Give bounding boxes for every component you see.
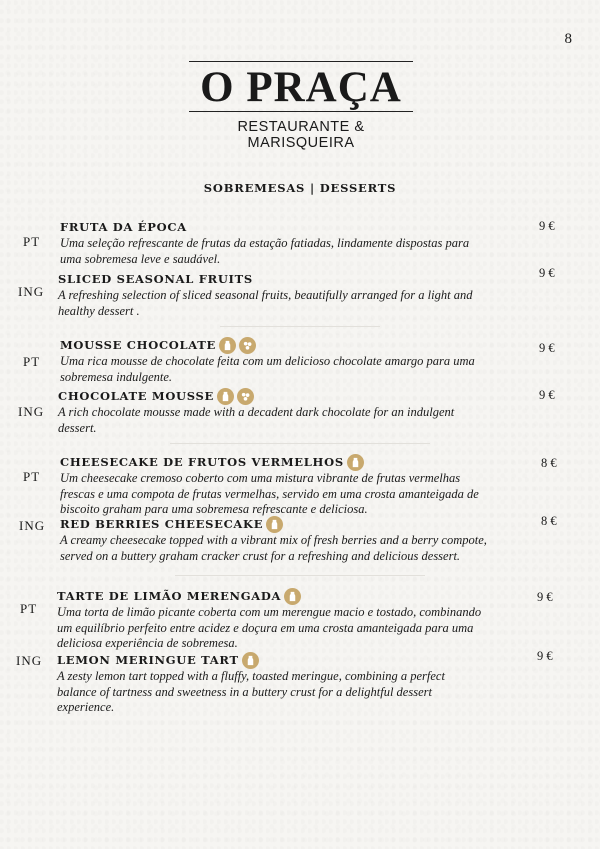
milk-allergen-icon <box>217 388 234 405</box>
item-description: A rich chocolate mousse made with a decadent dark chocolate for an indulgent dessert. <box>58 405 455 435</box>
item-description: Um cheesecake cremoso coberto com uma mistura vibrante de frutas vermelhas frescas e uma compota de frutas vermelhas, servido em uma crosta amanteigada de biscoito graham para uma sobremesa refrescante e deliciosa. <box>60 471 479 516</box>
section-divider <box>175 575 425 576</box>
milk-allergen-icon <box>266 516 283 533</box>
price: 9 € <box>539 219 555 233</box>
lang-label-pt: PT <box>20 601 38 616</box>
milk-allergen-icon <box>347 454 364 471</box>
milk-allergen-icon <box>284 588 301 605</box>
lang-label-pt: PT <box>23 354 41 369</box>
milk-allergen-icon <box>219 337 236 354</box>
lang-label-ing: ING <box>19 518 46 533</box>
item-description: Uma seleção refrescante de frutas da estação fatiadas, lindamente dispostas para uma sobremesa leve e saudável. <box>60 236 470 266</box>
section-divider <box>220 326 380 327</box>
menu-item-pt <box>60 336 530 385</box>
price: 9 € <box>539 341 555 355</box>
restaurant-logo <box>189 61 413 151</box>
lang-label-pt: PT <box>23 234 41 249</box>
menu-item-pt <box>60 453 535 518</box>
menu-item-en <box>58 387 528 436</box>
item-title: MOUSSE CHOCOLATE <box>60 336 530 354</box>
price: 9 € <box>537 590 553 604</box>
menu-item-pt <box>60 218 530 267</box>
price: 9 € <box>539 266 555 280</box>
price: 9 € <box>539 388 555 402</box>
menu-item-pt <box>57 587 532 652</box>
item-title: LEMON MERINGUE TART <box>57 651 532 669</box>
item-description: Uma torta de limão picante coberta com um merengue macio e tostado, combinando um equilíbrio perfeito entre acidez e doçura em uma crosta amanteigada para uma deliciosa experiência de sobremesa. <box>57 605 482 650</box>
menu-item-en <box>57 651 532 716</box>
item-title: SLICED SEASONAL FRUITS <box>58 272 253 286</box>
item-description: A zesty lemon tart topped with a fluffy, toasted meringue, combining a perfect balance of tartness and sweetness in a buttery crust for a delightful dessert experience. <box>57 669 445 714</box>
section-title: SOBREMESAS | DESSERTS <box>203 181 397 195</box>
lang-label-ing: ING <box>16 653 43 668</box>
logo-top-rule <box>189 61 413 62</box>
item-description: Uma rica mousse de chocolate feita com um delicioso chocolate amargo para uma sobremesa indulgente. <box>60 354 475 384</box>
item-title: CHOCOLATE MOUSSE <box>58 387 528 405</box>
milk-allergen-icon <box>242 652 259 669</box>
price: 8 € <box>541 456 557 470</box>
lang-label-pt: PT <box>23 469 41 484</box>
menu-item-en <box>60 515 535 564</box>
item-description: A refreshing selection of sliced seasonal fruits, beautifully arranged for a light and healthy dessert . <box>58 288 473 318</box>
section-divider <box>170 443 430 444</box>
price: 8 € <box>541 514 557 528</box>
item-description: A creamy cheesecake topped with a vibrant mix of fresh berries and a berry compote, served on a buttery graham cracker crust for a refreshing and delicious dessert. <box>60 533 487 563</box>
restaurant-name: O PRAÇA <box>200 64 402 111</box>
item-title: CHEESECAKE DE FRUTOS VERMELHOS <box>60 453 535 471</box>
item-title: RED BERRIES CHEESECAKE <box>60 515 535 533</box>
lang-label-ing: ING <box>18 404 45 419</box>
item-title: TARTE DE LIMÃO MERENGADA <box>57 587 532 605</box>
lang-label-ing: ING <box>18 284 45 299</box>
logo-bottom-rule <box>189 111 413 112</box>
menu-item-en <box>58 270 528 319</box>
egg-allergen-icon <box>239 337 256 354</box>
page-number: 8 <box>564 31 572 47</box>
restaurant-subtitle: RESTAURANTE & MARISQUEIRA <box>237 119 365 151</box>
price: 9 € <box>537 649 553 663</box>
item-title: FRUTA DA ÉPOCA <box>60 220 187 234</box>
egg-allergen-icon <box>237 388 254 405</box>
